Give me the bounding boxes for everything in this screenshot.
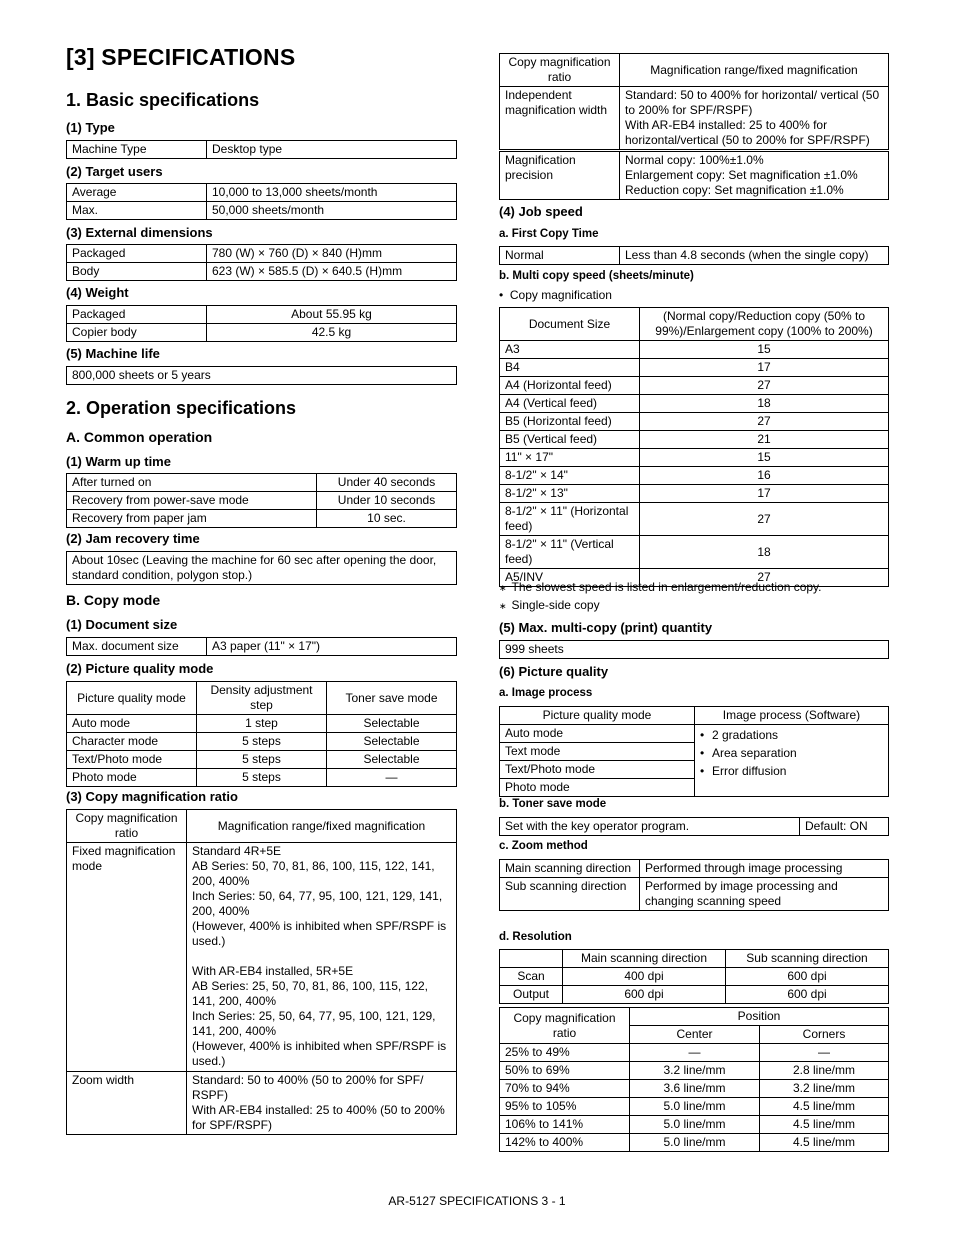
table-cell: 27 xyxy=(640,413,889,431)
magnification-continued-table xyxy=(499,53,889,150)
table-row xyxy=(500,878,889,911)
table-row xyxy=(500,152,889,200)
table-cell: Max. xyxy=(67,202,207,220)
table-row xyxy=(500,503,889,536)
table-row xyxy=(500,485,889,503)
table-row xyxy=(67,202,457,220)
table-cell: 27 xyxy=(640,377,889,395)
table-header-cell: Picture quality mode xyxy=(500,707,695,725)
table-cell: 11" × 17" xyxy=(500,449,640,467)
table-header-row xyxy=(500,308,889,341)
table-cell: 106% to 141% xyxy=(500,1116,630,1134)
table-row xyxy=(500,467,889,485)
note-text: The slowest speed is listed in enlargement/reduction copy. xyxy=(511,580,822,594)
multi-copy-speed-table xyxy=(499,307,889,587)
table-row xyxy=(500,341,889,359)
table-cell: 27 xyxy=(640,569,889,587)
table-cell: 8-1/2" × 11" (Horizontal feed) xyxy=(500,503,640,536)
table-row xyxy=(500,1098,889,1116)
document-size-table xyxy=(66,637,457,656)
table-cell: 15 xyxy=(640,341,889,359)
table-cell: Desktop type xyxy=(207,141,457,159)
jam-recovery-time-heading: (2) Jam recovery time xyxy=(66,531,200,546)
table-cell: Magnification precision xyxy=(500,152,620,200)
table-cell: 5 steps xyxy=(197,769,327,787)
table-cell: Performed through image processing xyxy=(640,860,889,878)
table-row xyxy=(67,367,457,385)
table-row xyxy=(67,510,457,528)
table-row xyxy=(500,1116,889,1134)
table-cell: Recovery from paper jam xyxy=(67,510,317,528)
copy-magnification-ratio-heading: (3) Copy magnification ratio xyxy=(66,789,238,804)
table-cell: Standard: 50 to 400% (50 to 200% for SPF/ RSPF) With AR-EB4 installed: 25 to 400% (50 to 200% for SPF/RSPF) xyxy=(187,1072,457,1135)
table-header-row xyxy=(500,707,889,725)
table-cell: Normal xyxy=(500,247,620,265)
table-cell: 400 dpi xyxy=(563,968,726,986)
picture-quality-mode-table xyxy=(66,681,457,787)
table-cell: 42.5 kg xyxy=(207,324,457,342)
table-row xyxy=(500,1080,889,1098)
table-header-row xyxy=(500,54,889,87)
table-cell: Character mode xyxy=(67,733,197,751)
table-header-cell: Corners xyxy=(760,1026,889,1044)
table-cell: 8-1/2" × 14" xyxy=(500,467,640,485)
table-row xyxy=(67,733,457,751)
table-header-cell: (Normal copy/Reduction copy (50% to 99%)/Enlargement copy (100% to 200%) xyxy=(640,308,889,341)
table-row xyxy=(67,263,457,281)
table-row xyxy=(500,449,889,467)
section-basic-specs-title: 1. Basic specifications xyxy=(66,90,260,110)
table-row xyxy=(500,986,889,1004)
job-speed-note xyxy=(499,580,822,594)
table-cell: About 10sec (Leaving the machine for 60 sec after opening the door, standard condition, polygon stop.) xyxy=(67,552,457,585)
table-cell: A4 (Horizontal feed) xyxy=(500,377,640,395)
table-header-cell: Copy magnification ratio xyxy=(67,810,187,843)
table-header-cell: Copy magnification ratio xyxy=(500,1008,630,1044)
table-row xyxy=(500,247,889,265)
table-row xyxy=(67,1072,457,1135)
table-cell: 3.2 line/mm xyxy=(630,1062,760,1080)
table-cell: 623 (W) × 585.5 (D) × 640.5 (H)mm xyxy=(207,263,457,281)
table-cell: 15 xyxy=(640,449,889,467)
first-copy-time-heading: a. First Copy Time xyxy=(499,228,599,240)
table-cell: 27 xyxy=(640,503,889,536)
bullet-text: Copy magnification xyxy=(509,288,612,302)
table-cell: Under 10 seconds xyxy=(317,492,457,510)
table-cell: 5 steps xyxy=(197,733,327,751)
list-item: • Area separation xyxy=(700,746,883,761)
table-cell: Recovery from power-save mode xyxy=(67,492,317,510)
table-cell: 50% to 69% xyxy=(500,1062,630,1080)
page-footer: AR-5127 SPECIFICATIONS 3 - 1 xyxy=(388,1194,566,1208)
table-row xyxy=(500,377,889,395)
table-cell: B5 (Horizontal feed) xyxy=(500,413,640,431)
table-cell: Selectable xyxy=(327,751,457,769)
table-cell: 4.5 line/mm xyxy=(760,1134,889,1152)
table-row xyxy=(67,306,457,324)
table-cell: 780 (W) × 760 (D) × 840 (H)mm xyxy=(207,245,457,263)
table-row xyxy=(500,968,889,986)
table-cell: 50,000 sheets/month xyxy=(207,202,457,220)
external-dimensions-table xyxy=(66,244,457,281)
list-item: • Error diffusion xyxy=(700,764,883,779)
job-speed-note xyxy=(499,598,600,612)
image-process-heading: a. Image process xyxy=(499,687,593,699)
note-text: Single-side copy xyxy=(511,598,600,612)
table-row xyxy=(500,536,889,569)
table-row xyxy=(67,492,457,510)
table-header-cell: Center xyxy=(630,1026,760,1044)
position-resolution-table xyxy=(499,1007,889,1152)
table-row xyxy=(500,641,889,659)
table-cell: Body xyxy=(67,263,207,281)
table-cell: Sub scanning direction xyxy=(500,878,640,911)
table-cell: Photo mode xyxy=(500,779,695,797)
table-header-cell: Picture quality mode xyxy=(67,682,197,715)
table-row xyxy=(67,552,457,585)
jam-recovery-time-table xyxy=(66,551,457,585)
picture-quality-heading: (6) Picture quality xyxy=(499,664,609,679)
weight-table xyxy=(66,305,457,342)
table-cell: Independent magnification width xyxy=(500,87,620,150)
table-cell: After turned on xyxy=(67,474,317,492)
resolution-heading: d. Resolution xyxy=(499,931,572,943)
weight-heading: (4) Weight xyxy=(66,285,129,300)
table-cell: B5 (Vertical feed) xyxy=(500,431,640,449)
copy-magnification-bullet xyxy=(499,288,612,302)
table-header-cell xyxy=(500,950,563,968)
table-cell: 5.0 line/mm xyxy=(630,1098,760,1116)
list-item: • 2 gradations xyxy=(700,728,883,743)
table-cell: A3 xyxy=(500,341,640,359)
table-header-row xyxy=(67,682,457,715)
table-header-cell: Magnification range/fixed magnification xyxy=(620,54,889,87)
resolution-table xyxy=(499,949,889,1004)
table-cell: Standard 4R+5E AB Series: 50, 70, 81, 86, 100, 115, 122, 141, 200, 400% Inch Series: 50, 64, 77, 95, 100, 121, 129, 141, 200, 400% (However, 400% is inhibited when SPF/RSPF is used.) With AR-EB4 installed, 5R+5E AB Series: 25, 50, 70, 81, 86, 100, 115, 122, 141, 200, 400% Inch Series: 25, 50, 64, 77, 95, 100, 121, 129, 141, 200, 400% (However, 400% is inhibited when SPF/RSPF is used.) xyxy=(187,843,457,1072)
table-cell: — xyxy=(760,1044,889,1062)
table-cell: Photo mode xyxy=(67,769,197,787)
toner-save-mode-heading: b. Toner save mode xyxy=(499,798,607,810)
table-cell: Auto mode xyxy=(500,725,695,743)
table-cell: Selectable xyxy=(327,733,457,751)
toner-save-mode-table xyxy=(499,817,889,836)
machine-life-heading: (5) Machine life xyxy=(66,346,160,361)
document-size-heading: (1) Document size xyxy=(66,617,178,632)
table-cell: 17 xyxy=(640,485,889,503)
image-process-table xyxy=(499,706,889,797)
table-cell: 16 xyxy=(640,467,889,485)
table-cell: A3 paper (11" × 17") xyxy=(207,638,457,656)
table-cell: 10 sec. xyxy=(317,510,457,528)
magnification-precision-table xyxy=(499,151,889,200)
table-cell: Performed by image processing and changing scanning speed xyxy=(640,878,889,911)
table-cell: A5/INV xyxy=(500,569,640,587)
table-cell: 21 xyxy=(640,431,889,449)
table-cell: 17 xyxy=(640,359,889,377)
table-cell: Fixed magnification mode xyxy=(67,843,187,1072)
table-cell: Output xyxy=(500,986,563,1004)
table-cell: 5.0 line/mm xyxy=(630,1116,760,1134)
table-row xyxy=(67,141,457,159)
multi-copy-speed-heading: b. Multi copy speed (sheets/minute) xyxy=(499,270,694,282)
table-header-cell: Toner save mode xyxy=(327,682,457,715)
table-row xyxy=(67,184,457,202)
table-cell: B4 xyxy=(500,359,640,377)
table-cell: 4.5 line/mm xyxy=(760,1116,889,1134)
picture-quality-mode-heading: (2) Picture quality mode xyxy=(66,661,214,676)
table-header-cell: Position xyxy=(630,1008,889,1026)
image-process-list-cell xyxy=(695,725,889,797)
table-row xyxy=(67,769,457,787)
table-cell: About 55.95 kg xyxy=(207,306,457,324)
warm-up-time-table xyxy=(66,473,457,528)
table-row xyxy=(500,395,889,413)
table-cell: 600 dpi xyxy=(726,968,889,986)
table-cell: 10,000 to 13,000 sheets/month xyxy=(207,184,457,202)
table-row xyxy=(500,1134,889,1152)
table-row xyxy=(67,843,457,1072)
table-header-cell: Copy magnification ratio xyxy=(500,54,620,87)
table-header-cell: Magnification range/fixed magnification xyxy=(187,810,457,843)
table-row xyxy=(67,715,457,733)
table-cell: Under 40 seconds xyxy=(317,474,457,492)
table-cell: — xyxy=(327,769,457,787)
table-header-row xyxy=(67,810,457,843)
image-process-list xyxy=(700,728,883,779)
table-row xyxy=(500,431,889,449)
section-operation-specs-title: 2. Operation specifications xyxy=(66,398,297,418)
table-header-cell: Sub scanning direction xyxy=(726,950,889,968)
table-cell: Packaged xyxy=(67,306,207,324)
zoom-method-heading: c. Zoom method xyxy=(499,840,588,852)
machine-life-table xyxy=(66,366,457,385)
table-cell: — xyxy=(630,1044,760,1062)
table-cell: Selectable xyxy=(327,715,457,733)
table-cell: Copier body xyxy=(67,324,207,342)
table-cell: Main scanning direction xyxy=(500,860,640,878)
table-cell: 70% to 94% xyxy=(500,1080,630,1098)
table-cell: Text/Photo mode xyxy=(500,761,695,779)
table-cell: Standard: 50 to 400% for horizontal/ vertical (50 to 200% for SPF/RSPF) With AR-EB4 installed: 25 to 400% for horizontal/vertical (50 to 200% for SPF/RSPF) xyxy=(620,87,889,150)
table-row xyxy=(500,818,889,836)
external-dimensions-heading: (3) External dimensions xyxy=(66,225,213,240)
table-header-cell: Density adjustment step xyxy=(197,682,327,715)
table-header-cell: Image process (Software) xyxy=(695,707,889,725)
table-row xyxy=(67,245,457,263)
max-multi-copy-table xyxy=(499,640,889,659)
table-cell: 3.2 line/mm xyxy=(760,1080,889,1098)
table-cell: Scan xyxy=(500,968,563,986)
zoom-method-table xyxy=(499,859,889,911)
table-cell: Machine Type xyxy=(67,141,207,159)
table-cell: Default: ON xyxy=(800,818,889,836)
copy-mode-heading: B. Copy mode xyxy=(66,592,161,608)
table-row xyxy=(67,638,457,656)
target-users-table xyxy=(66,183,457,220)
table-row xyxy=(500,359,889,377)
table-cell: Normal copy: 100%±1.0% Enlargement copy: Set magnification ±1.0% Reduction copy: Set magnification ±1.0% xyxy=(620,152,889,200)
table-cell: Zoom width xyxy=(67,1072,187,1135)
page-title: [3] SPECIFICATIONS xyxy=(66,44,296,70)
table-cell: Set with the key operator program. xyxy=(500,818,800,836)
table-row xyxy=(500,1062,889,1080)
table-header-cell: Main scanning direction xyxy=(563,950,726,968)
common-operation-heading: A. Common operation xyxy=(66,429,213,445)
table-cell: 5 steps xyxy=(197,751,327,769)
table-row xyxy=(67,474,457,492)
type-table xyxy=(66,140,457,159)
table-cell: 1 step xyxy=(197,715,327,733)
job-speed-heading: (4) Job speed xyxy=(499,204,583,219)
table-header-cell: Document Size xyxy=(500,308,640,341)
asterisk-icon: ∗ xyxy=(499,601,512,611)
table-cell: Text/Photo mode xyxy=(67,751,197,769)
table-cell: 4.5 line/mm xyxy=(760,1098,889,1116)
type-heading: (1) Type xyxy=(66,120,115,135)
table-cell: 3.6 line/mm xyxy=(630,1080,760,1098)
table-cell: 95% to 105% xyxy=(500,1098,630,1116)
table-row xyxy=(500,413,889,431)
first-copy-time-table xyxy=(499,246,889,265)
table-row xyxy=(67,324,457,342)
table-cell: 800,000 sheets or 5 years xyxy=(67,367,457,385)
table-cell: 8-1/2" × 11" (Vertical feed) xyxy=(500,536,640,569)
table-cell: Average xyxy=(67,184,207,202)
table-cell: 25% to 49% xyxy=(500,1044,630,1062)
table-row xyxy=(67,751,457,769)
table-cell: Max. document size xyxy=(67,638,207,656)
table-cell: 18 xyxy=(640,536,889,569)
warm-up-time-heading: (1) Warm up time xyxy=(66,454,171,469)
table-cell: Text mode xyxy=(500,743,695,761)
table-header-row xyxy=(500,950,889,968)
copy-magnification-ratio-table xyxy=(66,809,457,1135)
table-row xyxy=(500,860,889,878)
bullet-icon: • xyxy=(499,288,510,302)
table-cell: 600 dpi xyxy=(563,986,726,1004)
table-row xyxy=(500,87,889,150)
table-cell: 18 xyxy=(640,395,889,413)
table-cell: 600 dpi xyxy=(726,986,889,1004)
table-cell: 5.0 line/mm xyxy=(630,1134,760,1152)
table-cell: Auto mode xyxy=(67,715,197,733)
table-cell: 8-1/2" × 13" xyxy=(500,485,640,503)
asterisk-icon: ∗ xyxy=(499,583,512,593)
table-cell: 142% to 400% xyxy=(500,1134,630,1152)
table-row xyxy=(500,725,889,743)
table-cell: 2.8 line/mm xyxy=(760,1062,889,1080)
table-cell: Less than 4.8 seconds (when the single copy) xyxy=(620,247,889,265)
max-multi-copy-heading: (5) Max. multi-copy (print) quantity xyxy=(499,620,713,635)
table-row xyxy=(500,1044,889,1062)
table-cell: A4 (Vertical feed) xyxy=(500,395,640,413)
table-cell: Packaged xyxy=(67,245,207,263)
table-cell: 999 sheets xyxy=(500,641,889,659)
target-users-heading: (2) Target users xyxy=(66,164,163,179)
table-header-row xyxy=(500,1008,889,1026)
